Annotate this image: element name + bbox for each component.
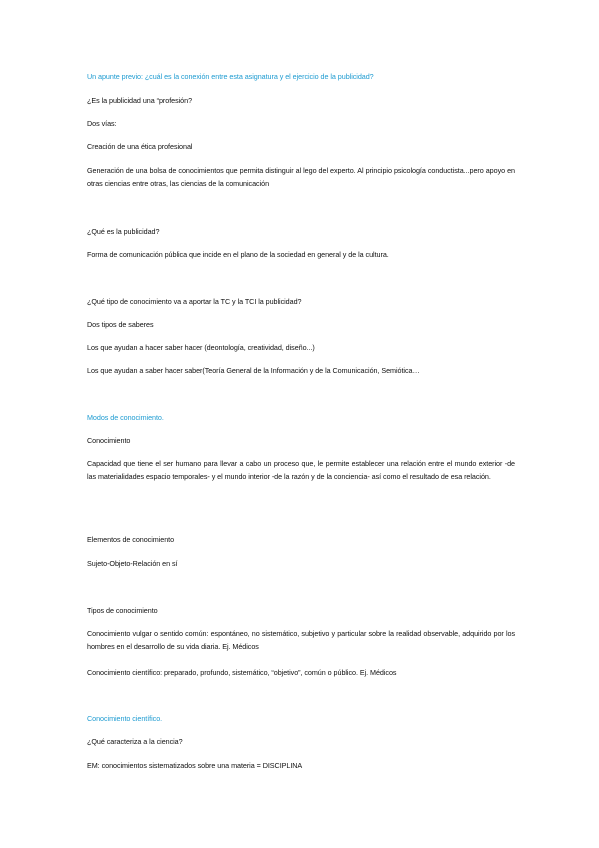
- section-heading-cientifico: Conocimiento científico.: [87, 714, 163, 723]
- paragraph-dos-vias: Dos vías:: [87, 119, 117, 128]
- subheading-tipos: Tipos de conocimiento: [87, 606, 158, 615]
- paragraph-em: EM: conocimientos sistematizados sobre una materia = DISCIPLINA: [87, 761, 303, 770]
- paragraph-sujeto: Sujeto-Objeto-Relación en sí: [87, 559, 178, 568]
- section-heading-modos: Modos de conocimiento.: [87, 413, 164, 422]
- paragraph-hacer: Los que ayudan a hacer saber hacer (deontología, creatividad, diseño...): [87, 343, 315, 352]
- paragraph-capacidad: Capacidad que tiene el ser humano para llevar a cabo un proceso que, le permite establecer una relación entre el mundo exterior -de las materialidades espacio temporales- y el mundo interior -de la razón y de la conciencia- así como el resultado de esa relación.: [87, 459, 515, 481]
- paragraph-saber: Los que ayudan a saber hacer saber(Teoría General de la Información y de la Comunicación, Semiótica…: [87, 366, 420, 375]
- question-que-es: ¿Qué es la publicidad?: [87, 227, 160, 236]
- subheading-elementos: Elementos de conocimiento: [87, 535, 175, 544]
- paragraph-forma: Forma de comunicación pública que incide en el plano de la sociedad en general y de la cultura.: [87, 250, 389, 259]
- paragraph-dos-tipos: Dos tipos de saberes: [87, 320, 154, 329]
- question-tipo-conocimiento: ¿Qué tipo de conocimiento va a aportar la TC y la TCI la publicidad?: [87, 297, 302, 306]
- paragraph-etica: Creación de una ética profesional: [87, 142, 193, 151]
- question-ciencia: ¿Qué caracteriza a la ciencia?: [87, 737, 183, 746]
- subheading-conocimiento: Conocimiento: [87, 436, 131, 445]
- paragraph-generacion: Generación de una bolsa de conocimientos que permita distinguir al lego del experto. Al principio psicología conductista...pero apoyo en otras ciencias entre otras, las ciencias de la comunicación: [87, 166, 515, 188]
- question-profesion: ¿Es la publicidad una “profesión?: [87, 96, 193, 105]
- paragraph-vulgar: Conocimiento vulgar o sentido común: espontáneo, no sistemático, subjetivo y particular sobre la realidad observable, adquirido por los hombres en el desarrollo de su vida diaria. Ej. Médicos: [87, 629, 515, 651]
- paragraph-cientifico: Conocimiento científico: preparado, profundo, sistemático, “objetivo”, común o público. Ej. Médicos: [87, 668, 397, 677]
- section-heading-intro: Un apunte previo: ¿cuál es la conexión entre esta asignatura y el ejercicio de la publicidad?: [87, 72, 374, 81]
